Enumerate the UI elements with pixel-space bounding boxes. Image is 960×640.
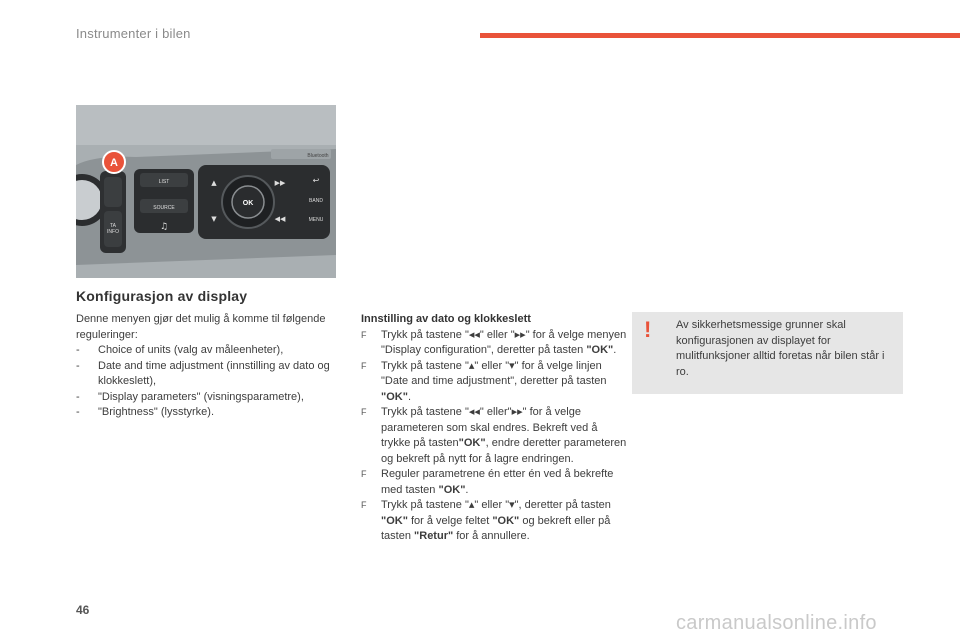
step-4 xyxy=(361,467,627,498)
svg-text:♫: ♫ xyxy=(159,222,169,232)
marker-a: A xyxy=(110,157,118,169)
step-text: " eller " xyxy=(479,328,515,341)
step-text: Trykk på tastene " xyxy=(381,359,469,372)
up-arrow-icon: ▴ xyxy=(468,359,475,372)
ok-key: "OK" xyxy=(458,437,486,449)
band-label: BAND xyxy=(309,198,323,204)
list-item-text: "Display parameters" (visningsparametre), xyxy=(98,390,304,403)
svg-text:▲: ▲ xyxy=(211,179,217,187)
dash-marker: - xyxy=(76,359,80,372)
step-3 xyxy=(361,405,627,467)
intro-text: Denne menyen gjør det mulig å komme til følgende reguleringer: xyxy=(76,313,326,341)
instructions-subtitle: Innstilling av dato og klokkeslett xyxy=(361,313,531,325)
step-text: . xyxy=(465,483,469,496)
step-text: . xyxy=(613,344,617,356)
list-item xyxy=(76,405,346,421)
ok-field: "OK" xyxy=(492,514,520,527)
svg-text:▼: ▼ xyxy=(211,215,217,223)
bluetooth-label: Bluetooth xyxy=(307,153,329,159)
list-item-text: "Brightness" (lysstyrke). xyxy=(98,406,214,418)
svg-text:◀◀: ◀◀ xyxy=(274,215,286,223)
ok-key: "OK" xyxy=(586,344,614,356)
svg-text:▶▶: ▶▶ xyxy=(274,179,286,187)
step-text: " for å velge parameteren som skal endres. Bekreft ved å trykke på tasten xyxy=(381,406,598,449)
step-text: , endre deretter parameteren og bekreft på nytt for å lagre endringen. xyxy=(381,437,627,465)
retur-key: "Retur" xyxy=(414,530,454,542)
step-text: ", deretter på tasten xyxy=(514,499,611,511)
ok-key: "OK" xyxy=(381,514,408,527)
list-item xyxy=(76,359,346,390)
bullet-icon: F xyxy=(361,500,367,510)
bullet-icon: F xyxy=(361,469,367,479)
control-panel-illustration xyxy=(76,105,336,278)
step-5 xyxy=(361,498,627,545)
list-item-text: Date and time adjustment (innstilling av dato og klokkeslett), xyxy=(98,359,330,387)
header-title: Instrumenter i bilen xyxy=(76,26,191,41)
ta-label-1: TA xyxy=(109,223,117,229)
step-1 xyxy=(361,328,627,359)
instructions-column xyxy=(361,312,627,545)
dash-marker: - xyxy=(76,344,80,356)
warning-icon: ! xyxy=(644,317,652,342)
menu-label: MENU xyxy=(308,217,324,223)
intro-column xyxy=(76,312,346,421)
ok-key: "OK" xyxy=(381,390,408,403)
step-text: og bekreft eller på tasten xyxy=(381,514,611,542)
ta-label-2: INFO xyxy=(107,229,119,235)
warning-text: Av sikkerhetsmessige grunner skal konfigurasjonen av displayet for mulitfunksjoner alltid foretas når bilen står i ro. xyxy=(676,319,885,378)
source-label: SOURCE xyxy=(153,205,175,211)
bullet-icon: F xyxy=(361,329,367,340)
dash-marker: - xyxy=(76,390,80,403)
list-label: LIST xyxy=(158,179,170,185)
list-item xyxy=(76,390,346,406)
dash-marker: - xyxy=(76,406,80,418)
section-title: Konfigurasjon av display xyxy=(76,288,248,304)
down-arrow-icon: ▾ xyxy=(509,359,515,372)
step-text: Trykk på tastene " xyxy=(381,406,469,418)
down-arrow-icon: ▾ xyxy=(509,499,515,511)
list-item xyxy=(76,343,346,359)
bullet-icon: F xyxy=(361,360,367,371)
step-2 xyxy=(361,359,627,406)
watermark: carmanualsonline.info xyxy=(676,612,877,634)
control-panel-photo xyxy=(76,105,336,278)
step-text: for å annullere. xyxy=(453,530,530,542)
step-text: Trykk på tastene " xyxy=(381,328,469,341)
step-text: " eller " xyxy=(474,499,510,511)
ok-label: OK xyxy=(242,200,254,207)
page-number: 46 xyxy=(76,603,90,617)
step-text: Reguler parametrene én etter én ved å bekrefte med tasten xyxy=(381,468,614,496)
step-text: Trykk på tastene " xyxy=(381,499,469,511)
rewind-icon: ◂◂ xyxy=(468,328,480,341)
step-text: " for å velge linjen "Date and time adjustment", deretter på tasten xyxy=(381,359,607,387)
bullet-icon: F xyxy=(361,407,367,417)
step-text: " for å velge menyen "Display configuration", deretter på tasten xyxy=(381,328,627,356)
warning-box xyxy=(632,312,903,394)
ok-key: "OK" xyxy=(438,483,466,496)
step-text: " eller " xyxy=(474,359,510,372)
step-text: " eller" xyxy=(479,406,512,418)
step-text: . xyxy=(407,390,411,403)
list-item-text: Choice of units (valg av måleenheter), xyxy=(98,344,284,356)
rewind-icon: ◂◂ xyxy=(468,406,480,418)
step-text: for å velge feltet xyxy=(407,514,493,527)
forward-icon: ▸▸ xyxy=(514,328,526,341)
svg-text:↩: ↩ xyxy=(312,176,320,185)
forward-icon: ▸▸ xyxy=(511,406,523,418)
header-accent-bar xyxy=(480,33,960,38)
up-arrow-icon: ▴ xyxy=(468,499,475,511)
